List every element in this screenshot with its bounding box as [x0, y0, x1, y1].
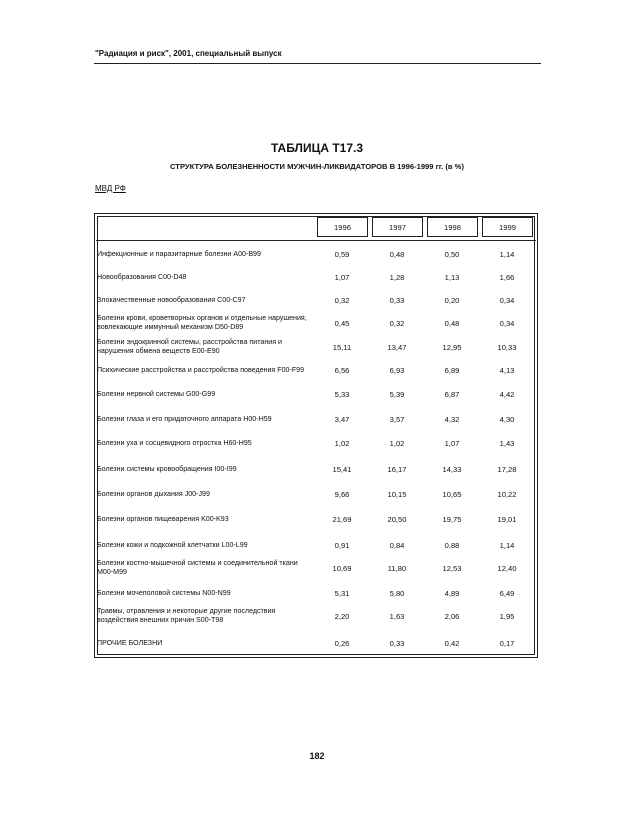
cell-1999: 0,34 [499, 318, 515, 328]
cell-1999: 1,14 [499, 249, 515, 259]
row-label: Болезни глаза и его придаточного аппарата H00-H59 [97, 414, 272, 423]
cell-1996: 0,59 [334, 249, 350, 259]
cell-1998: 0,50 [444, 249, 460, 259]
cell-1998: 1,07 [444, 438, 460, 448]
cell-1997: 0,84 [389, 540, 405, 550]
cell-1998: 0,42 [444, 638, 460, 648]
cell-1997: 0,33 [389, 638, 405, 648]
cell-1999: 0,17 [499, 638, 515, 648]
row-label: Травмы, отравления и некоторые другие последствия воздействия внешних причин S00-T98 [97, 607, 276, 624]
cell-1998: 6,89 [444, 365, 460, 375]
row-label: Болезни мочеполовой системы N00-N99 [97, 588, 231, 597]
cell-1999: 0,34 [499, 295, 515, 305]
row-label: Болезни нервной системы G00-G99 [97, 389, 216, 398]
cell-1997: 5,39 [389, 389, 405, 399]
column-header-1997: 1997 [372, 217, 423, 237]
cell-1996: 21,69 [332, 514, 352, 524]
cell-1997: 0,33 [389, 295, 405, 305]
row-label: Инфекционные и паразитарные болезни A00-B99 [97, 249, 261, 258]
cell-1997: 5,80 [389, 588, 405, 598]
column-header-1998: 1998 [427, 217, 478, 237]
cell-1998: 1,13 [444, 272, 460, 282]
cell-1997: 1,02 [389, 438, 405, 448]
cell-1996: 6,56 [334, 365, 350, 375]
cell-1996: 5,31 [334, 588, 350, 598]
cell-1999: 4,30 [499, 414, 515, 424]
row-label: Психические расстройства и расстройства поведения F00-F99 [97, 365, 305, 374]
cell-1998: 12,53 [442, 563, 462, 573]
table-title: ТАБЛИЦА Т17.3 [270, 141, 364, 155]
row-label: Болезни крови, кроветворных органов и отдельные нарушения, вовлекающие иммунный механизм D50-D89 [97, 314, 307, 331]
running-header: "Радиация и риск", 2001, специальный выпуск [95, 49, 282, 58]
row-label: Болезни органов дыхания J00-J99 [97, 489, 210, 498]
cell-1998: 4,89 [444, 588, 460, 598]
cell-1996: 3,47 [334, 414, 350, 424]
cell-1999: 1,14 [499, 540, 515, 550]
row-label: Болезни костно-мышечной системы и соединительной ткани M00-M99 [97, 559, 298, 576]
cell-1999: 10,22 [497, 489, 517, 499]
data-source: МВД РФ [95, 184, 126, 193]
row-label: Болезни кожи и подкожной клетчатки L00-L99 [97, 540, 248, 549]
row-label: Новообразования C00-D48 [97, 272, 187, 281]
header-rule [94, 63, 541, 64]
row-label: Болезни эндокринной системы, расстройства питания и нарушения обмена веществ E00-E90 [97, 338, 282, 355]
cell-1996: 0,26 [334, 638, 350, 648]
cell-1996: 1,02 [334, 438, 350, 448]
row-label: ПРОЧИЕ БОЛЕЗНИ [97, 638, 163, 647]
column-header-1999: 1999 [482, 217, 533, 237]
cell-1997: 1,28 [389, 272, 405, 282]
cell-1998: 0,20 [444, 295, 460, 305]
row-label: Болезни органов пищеварения K00-K93 [97, 514, 229, 523]
column-header-1996: 1996 [317, 217, 368, 237]
cell-1996: 5,33 [334, 389, 350, 399]
cell-1999: 4,13 [499, 365, 515, 375]
cell-1996: 0,32 [334, 295, 350, 305]
cell-1996: 0,45 [334, 318, 350, 328]
cell-1997: 10,15 [387, 489, 407, 499]
cell-1996: 9,66 [334, 489, 350, 499]
cell-1998: 0,48 [444, 318, 460, 328]
cell-1996: 2,20 [334, 611, 350, 621]
cell-1999: 1,95 [499, 611, 515, 621]
cell-1998: 4,32 [444, 414, 460, 424]
cell-1997: 0,32 [389, 318, 405, 328]
row-label: Злокачественные новообразования C00-C97 [97, 295, 246, 304]
cell-1998: 0,88 [444, 540, 460, 550]
cell-1996: 15,41 [332, 464, 352, 474]
cell-1999: 12,40 [497, 563, 517, 573]
cell-1996: 15,11 [332, 342, 352, 352]
cell-1998: 2,06 [444, 611, 460, 621]
cell-1997: 0,48 [389, 249, 405, 259]
cell-1999: 1,43 [499, 438, 515, 448]
cell-1998: 12,95 [442, 342, 462, 352]
row-label: Болезни системы кровообращения I00-I99 [97, 464, 237, 473]
row-label: Болезни уха и сосцевидного отростка H60-H95 [97, 438, 252, 447]
cell-1996: 0,91 [334, 540, 350, 550]
cell-1996: 1,07 [334, 272, 350, 282]
cell-1998: 14,33 [442, 464, 462, 474]
cell-1997: 13,47 [387, 342, 407, 352]
cell-1997: 3,57 [389, 414, 405, 424]
table-subtitle: СТРУКТУРА БОЛЕЗНЕННОСТИ МУЖЧИН-ЛИКВИДАТОРОВ В 1996-1999 гг. (в %) [170, 162, 464, 171]
cell-1997: 11,80 [387, 563, 407, 573]
cell-1998: 10,65 [442, 489, 462, 499]
cell-1998: 6,87 [444, 389, 460, 399]
cell-1999: 1,66 [499, 272, 515, 282]
header-divider [96, 240, 536, 241]
cell-1999: 10,33 [497, 342, 517, 352]
cell-1999: 4,42 [499, 389, 515, 399]
cell-1997: 16,17 [387, 464, 407, 474]
cell-1999: 19,01 [497, 514, 517, 524]
cell-1997: 6,93 [389, 365, 405, 375]
page-number: 182 [309, 751, 325, 761]
cell-1998: 19,75 [442, 514, 462, 524]
cell-1999: 6,49 [499, 588, 515, 598]
cell-1997: 20,50 [387, 514, 407, 524]
cell-1997: 1,63 [389, 611, 405, 621]
cell-1996: 10,69 [332, 563, 352, 573]
cell-1999: 17,28 [497, 464, 517, 474]
